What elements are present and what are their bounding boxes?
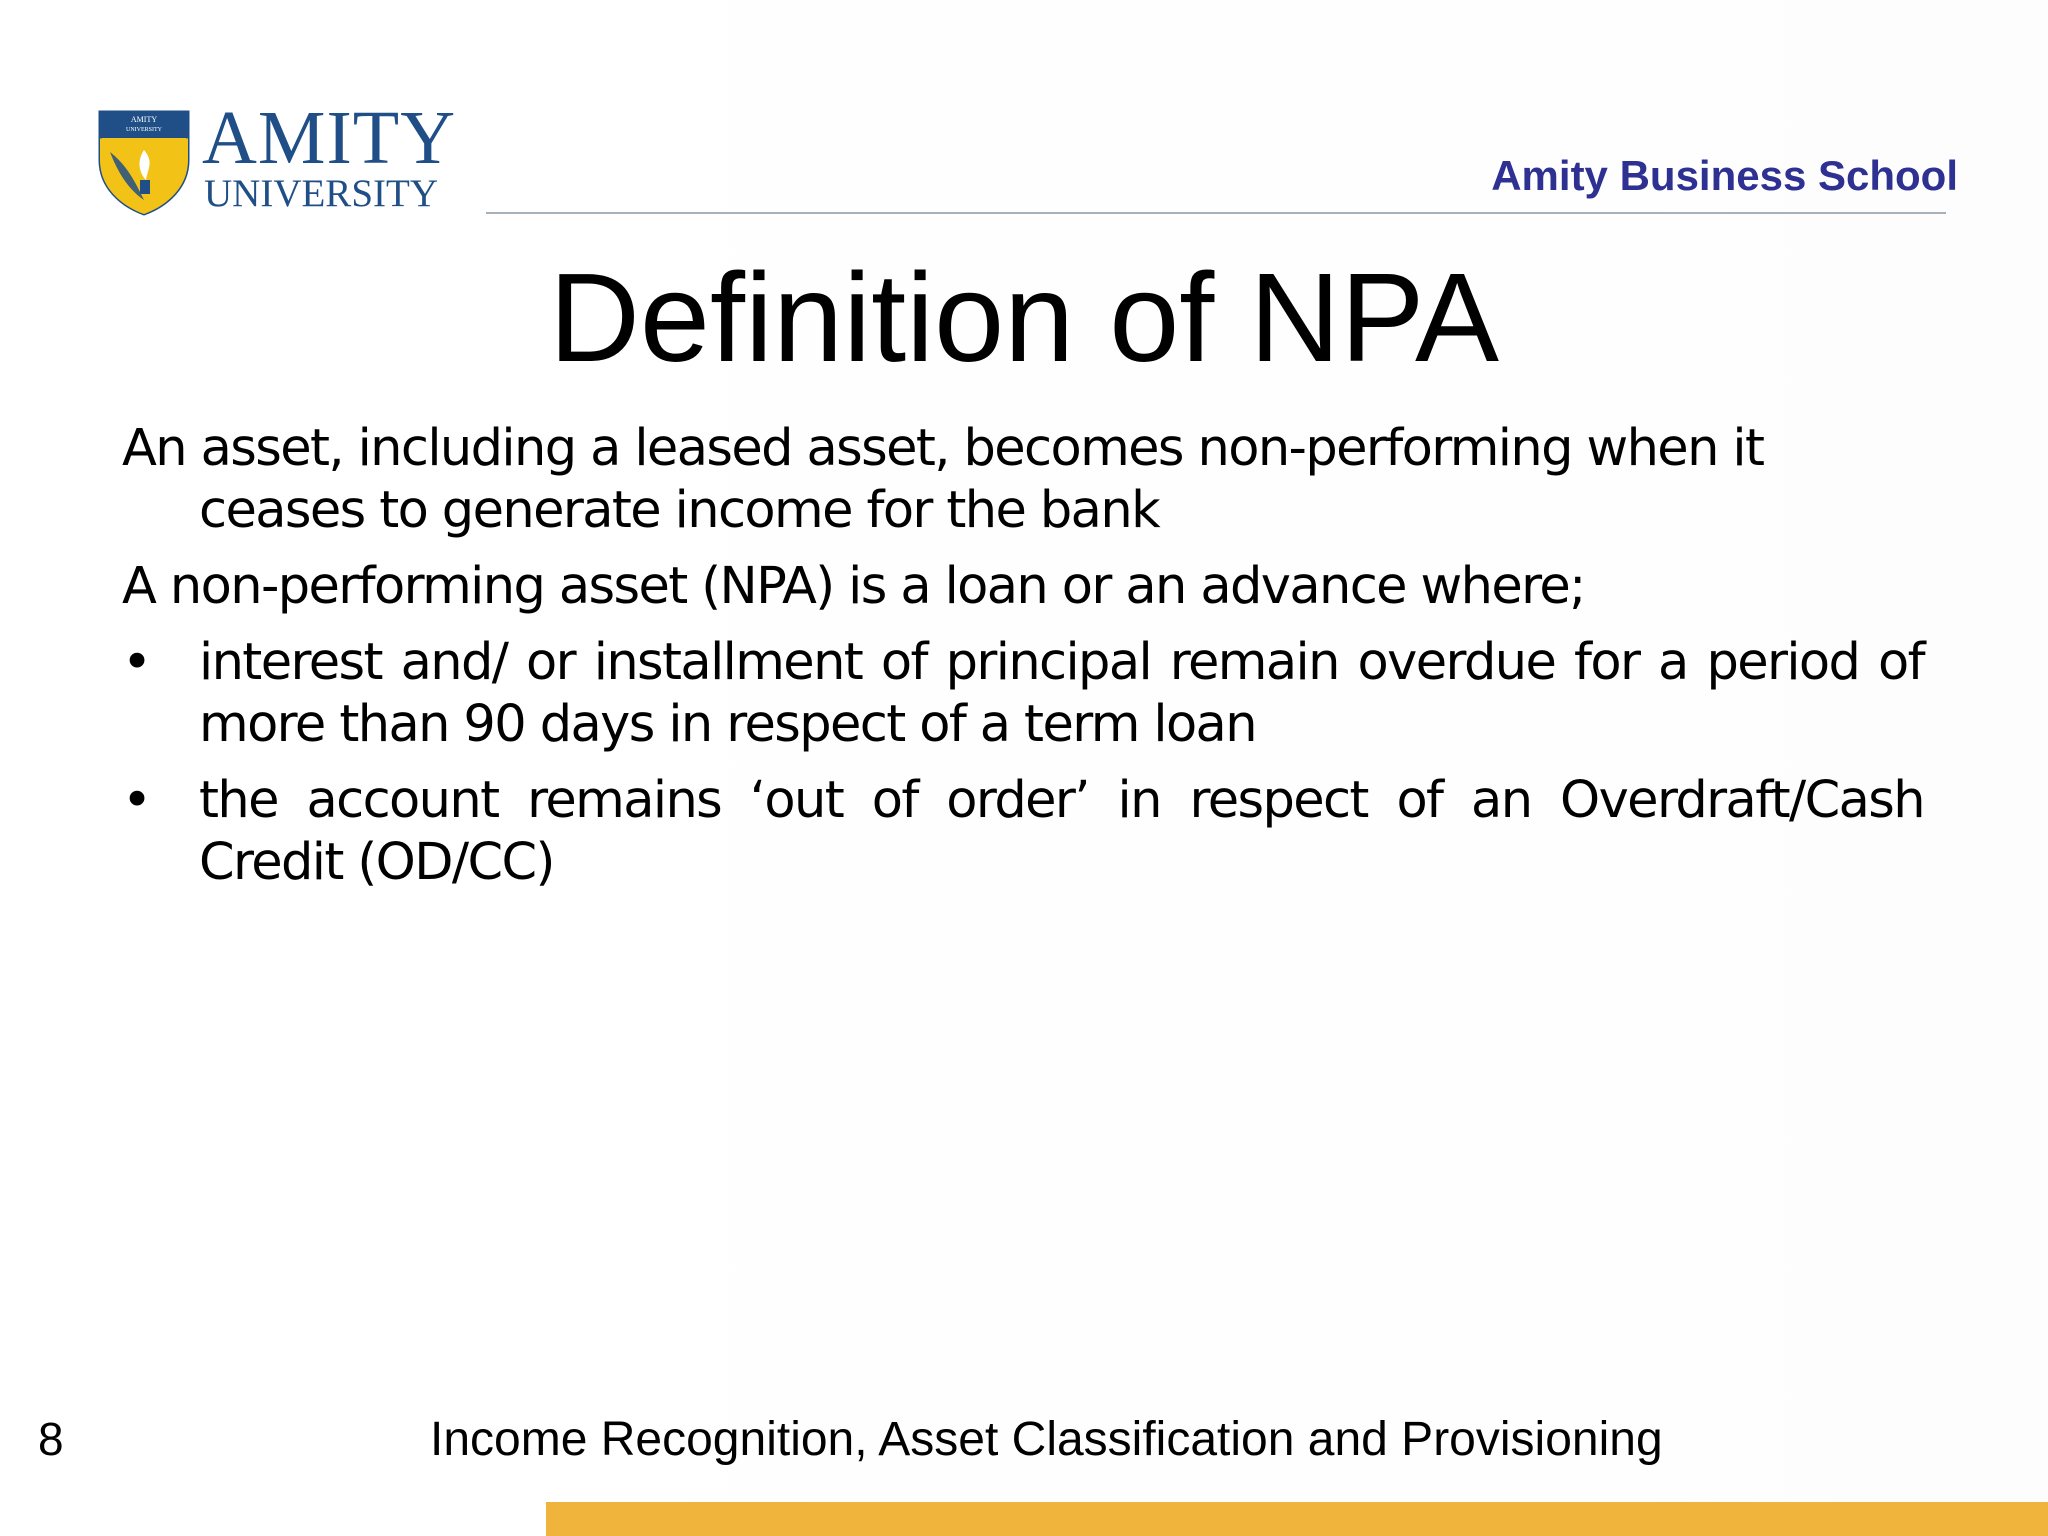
amity-university-logo [96, 96, 457, 218]
bullet-text: the account remains ‘out of order’ in respect of an Overdraft/Cash Credit (OD/CC) [199, 771, 1924, 892]
header-divider [486, 212, 1946, 214]
logo-wordmark: AMITY [202, 96, 457, 180]
logo-subtitle: UNIVERSITY [204, 172, 438, 215]
bullet-item [122, 770, 1924, 894]
npa-paragraph: A non-performing asset (NPA) is a loan or an advance where; [122, 557, 1585, 616]
bullet-text: interest and/ or installment of principal remain overdue for a period of more than 90 days in respect of a term loan [199, 633, 1924, 754]
bullet-item [122, 632, 1924, 756]
svg-text:UNIVERSITY: UNIVERSITY [126, 127, 162, 133]
accent-bar [546, 1502, 2048, 1536]
school-name: Amity Business School [1491, 152, 1958, 199]
bullet-icon: • [122, 633, 151, 692]
page-number: 8 [38, 1413, 64, 1465]
footer-title: Income Recognition, Asset Classification and Provisioning [430, 1413, 1663, 1466]
shield-icon [96, 108, 192, 216]
definition-paragraph: An asset, including a leased asset, becomes non-performing when it ceases to generate income for the bank [122, 419, 1764, 540]
slide-title: Definition of NPA [548, 247, 1500, 388]
bullet-icon: • [122, 771, 151, 830]
slide-body [122, 418, 1924, 908]
svg-text:AMITY: AMITY [130, 115, 158, 124]
